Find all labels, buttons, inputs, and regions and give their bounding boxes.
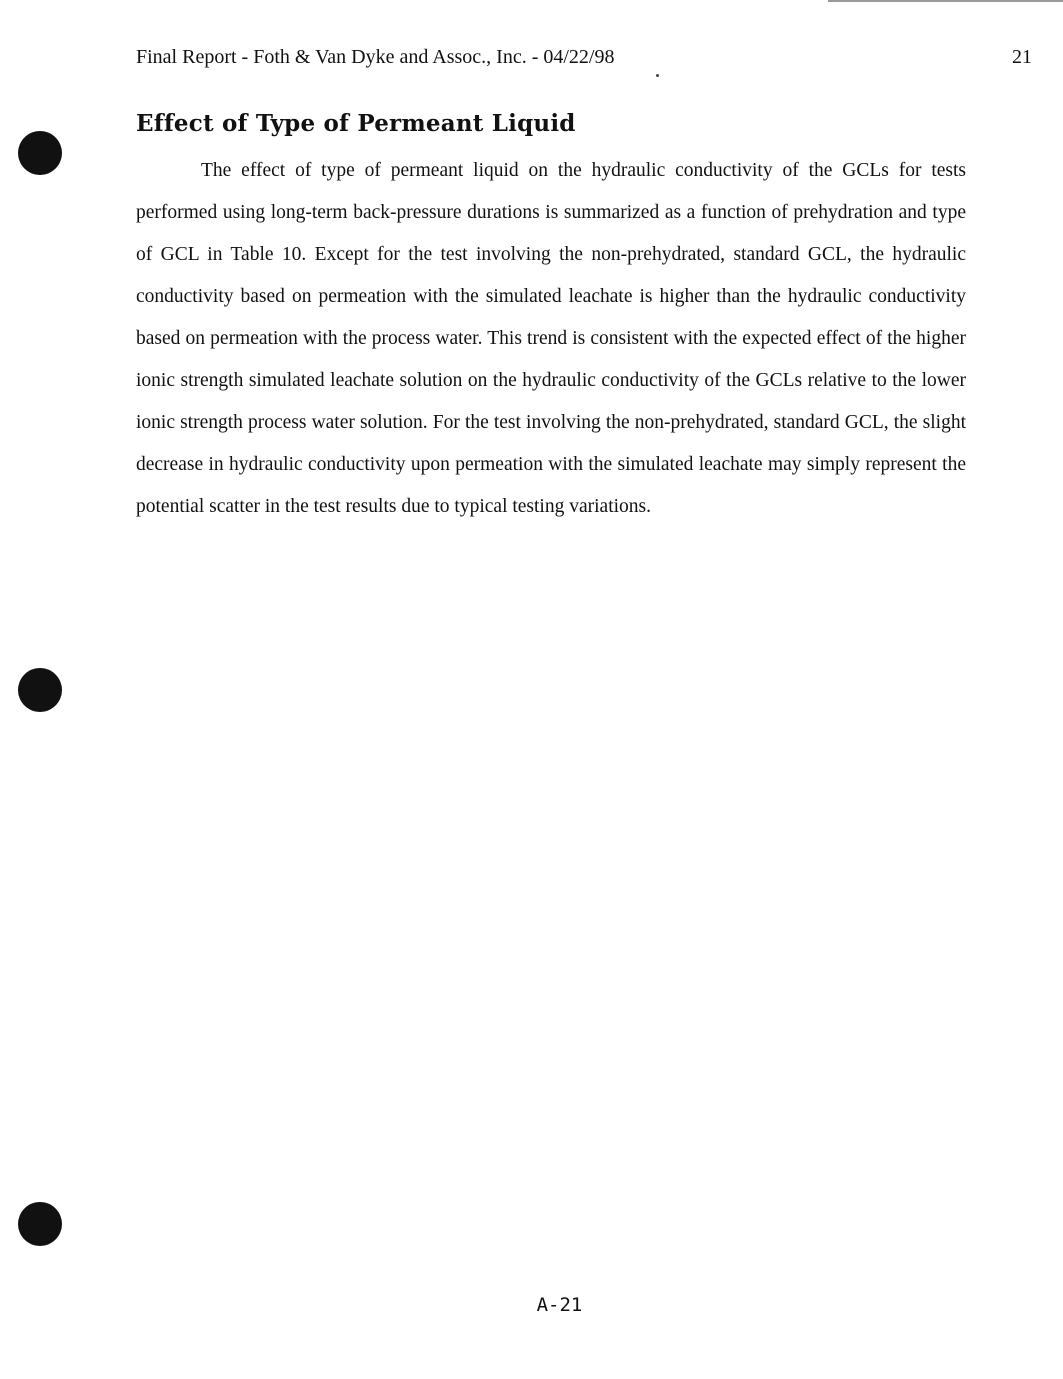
running-header: Final Report - Foth & Van Dyke and Assoc., Inc. - 04/22/98 [136, 46, 615, 68]
punch-hole-middle [18, 668, 62, 712]
section-heading: Effect of Type of Permeant Liquid [136, 110, 576, 137]
page-number: 21 [1012, 46, 1032, 68]
punch-hole-bottom [18, 1202, 62, 1246]
scan-edge-line [828, 0, 1063, 2]
body-paragraph: The effect of type of permeant liquid on the hydraulic conductivity of the GCLs for tests performed using long-term back-pressure durations is summarized as a function of prehydration and type of GCL in Table 10. Except for the test involving the non-prehydrated, standard GCL, the hydraulic conductivity based on permeation with the simulated leachate is higher than the hydraulic conductivity based on permeation with the process water. This trend is consistent with the expected effect of the higher ionic strength simulated leachate solution on the hydraulic conductivity of the GCLs relative to the lower ionic strength process water solution. For the test involving the non-prehydrated, standard GCL, the slight decrease in hydraulic conductivity upon permeation with the simulated leachate may simply represent the potential scatter in the test results due to typical testing variations. [136, 160, 966, 517]
scan-speck [656, 74, 659, 77]
appendix-page-number: A-21 [536, 1294, 583, 1316]
punch-hole-top [18, 131, 62, 175]
